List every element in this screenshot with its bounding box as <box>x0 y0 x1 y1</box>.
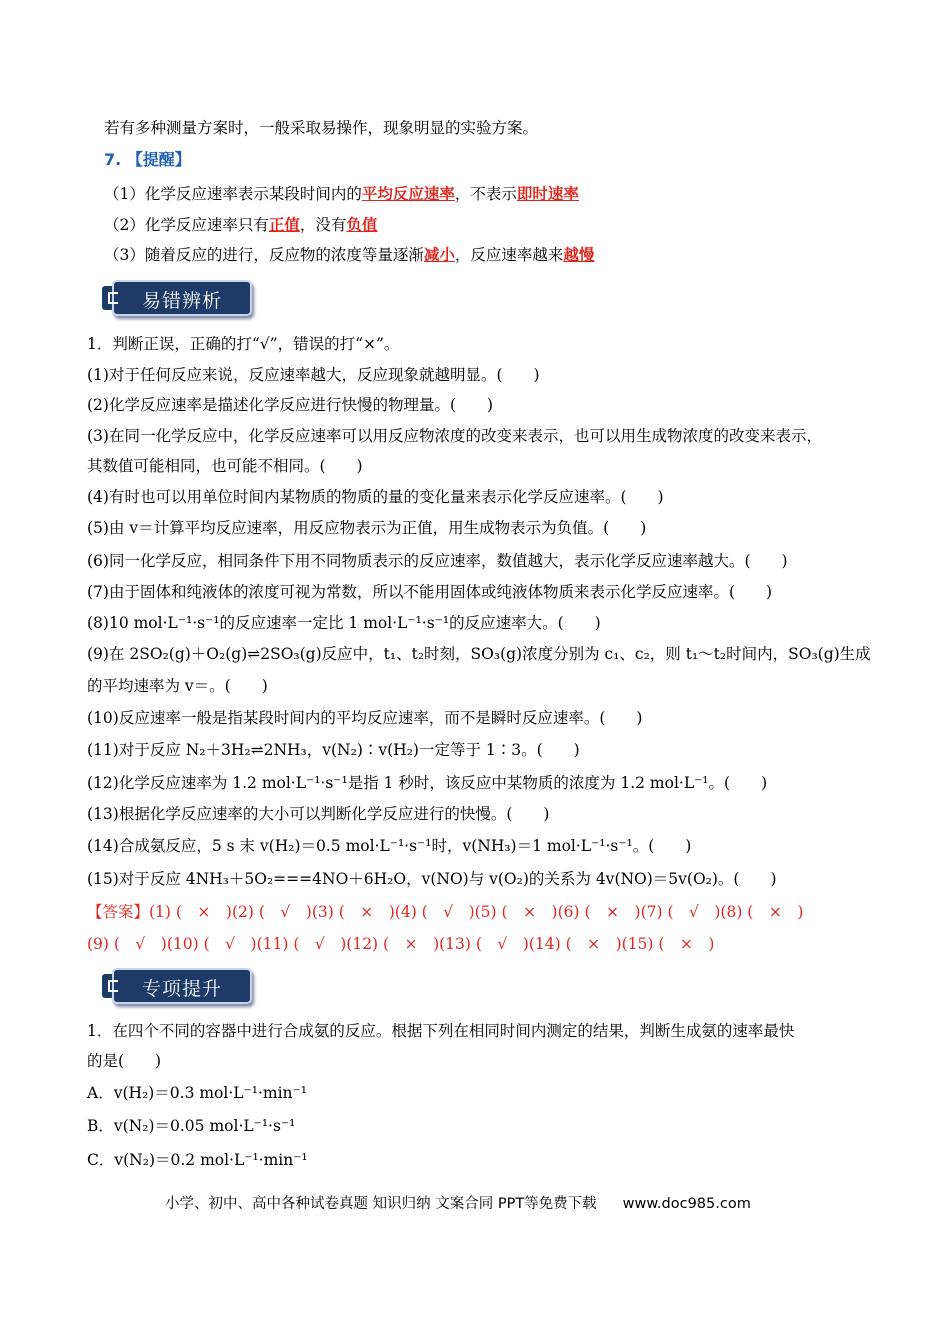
judge-item: (4)有时也可以用单位时间内某物质的物质的量的变化量来表示化学反应速率。( ) <box>87 488 664 506</box>
judge-item: (2)化学反应速率是描述化学反应进行快慢的物理量。( ) <box>87 396 494 414</box>
page-footer <box>165 1192 751 1213</box>
option-c: C．v(N₂)＝0.2 mol·L⁻¹·min⁻¹ <box>87 1151 308 1169</box>
tip-item-1-text-b: ，不表示 <box>454 185 517 203</box>
judge-item: (1)对于任何反应来说，反应速率越大，反应现象就越明显。( ) <box>87 366 540 384</box>
practice-question-line-1: 1．在四个不同的容器中进行合成氨的反应。根据下列在相同时间内测定的结果，判断生成氨的速率最快 <box>87 1022 795 1040</box>
tip-item-1-text-a: （1）化学反应速率表示某段时间内的 <box>104 185 362 203</box>
judge-item: (15)对于反应 4NH₃＋5O₂===4NO＋6H₂O，v(NO)与 v(O₂)的关系为 4v(NO)＝5v(O₂)。( ) <box>87 870 777 888</box>
judge-item: (10)反应速率一般是指某段时间内的平均反应速率，而不是瞬时反应速率。( ) <box>87 709 643 727</box>
answer-line-1: 【答案】(1) ( × )(2) ( √ )(3) ( × )(4) ( √ )(5) ( × )(6) ( × )(7) ( √ )(8) ( × ) <box>87 903 804 921</box>
answer-line-2: (9) ( √ )(10) ( √ )(11) ( √ )(12) ( × )(13) ( √ )(14) ( × )(15) ( × ) <box>87 935 715 953</box>
tip-item-3-text-b: ，反应速率越来 <box>454 246 564 264</box>
judge-question: 1．判断正误，正确的打“√”，错误的打“×”。 <box>87 335 400 353</box>
tip-item-3-key-1: 减小 <box>423 246 455 264</box>
tip-item-1-key-2: 即时速率 <box>516 185 579 203</box>
option-a: A．v(H₂)＝0.3 mol·L⁻¹·min⁻¹ <box>87 1084 307 1102</box>
judge-item: (14)合成氨反应，5 s 末 v(H₂)＝0.5 mol·L⁻¹·s⁻¹时，v(NH₃)＝1 mol·L⁻¹·s⁻¹。( ) <box>87 837 692 855</box>
judge-item: (6)同一化学反应，相同条件下用不同物质表示的反应速率，数值越大，表示化学反应速率越大。( ) <box>87 552 788 570</box>
tip-item-2-key-2: 负值 <box>346 216 378 234</box>
tip-item-3-text-a: （3）随着反应的进行，反应物的浓度等量逐渐 <box>104 246 424 264</box>
tip-item-2-key-1: 正值 <box>268 216 300 234</box>
judge-item: (12)化学反应速率为 1.2 mol·L⁻¹·s⁻¹是指 1 秒时，该反应中某物质的浓度为 1.2 mol·L⁻¹。( ) <box>87 774 768 792</box>
judge-item: (5)由 v＝计算平均反应速率，用反应物表示为正值，用生成物表示为负值。( ) <box>87 519 647 537</box>
tip-item-3-key-2: 越慢 <box>563 246 595 264</box>
judge-item: (8)10 mol·L⁻¹·s⁻¹的反应速率一定比 1 mol·L⁻¹·s⁻¹的反应速率大。( ) <box>87 614 601 632</box>
footer-site-link[interactable]: www.doc985.com <box>622 1196 751 1212</box>
tip-item-1-key-1: 平均反应速率 <box>361 185 455 203</box>
banner-notch-decoration <box>108 980 118 992</box>
tip-item-2-text-b: ，没有 <box>299 216 347 234</box>
tip-item-2-text-a: （2）化学反应速率只有 <box>104 216 269 234</box>
intro-text: 若有多种测量方案时，一般采取易操作，现象明显的实验方案。 <box>104 119 539 137</box>
section-banner-error-analysis <box>102 278 254 320</box>
banner-notch-decoration <box>108 292 118 304</box>
judge-item: (3)在同一化学反应中，化学反应速率可以用反应物浓度的改变来表示，也可以用生成物浓度的改变来表示， <box>87 427 822 445</box>
tip-item-1 <box>104 184 579 204</box>
banner-title: 易错辨析 <box>142 290 223 312</box>
practice-question-line-2: 的是( ) <box>87 1052 162 1070</box>
judge-item: (13)根据化学反应速率的大小可以判断化学反应进行的快慢。( ) <box>87 805 550 823</box>
judge-item: (7)由于固体和纯液体的浓度可视为常数，所以不能用固体或纯液体物质来表示化学反应速率。( ) <box>87 583 773 601</box>
tip-item-3 <box>104 245 594 265</box>
tip-item-2 <box>104 215 377 235</box>
tip-heading: 7. 【提醒】 <box>104 150 191 169</box>
judge-item: 的平均速率为 v＝。( ) <box>87 677 268 695</box>
banner-title: 专项提升 <box>142 978 223 1000</box>
section-banner-special-improvement <box>102 966 254 1008</box>
judge-item: (9)在 2SO₂(g)＋O₂(g)⇌2SO₃(g)反应中，t₁、t₂时刻，SO₃(g)浓度分别为 c₁、c₂，则 t₁～t₂时间内，SO₃(g)生成 <box>87 645 871 663</box>
judge-item: 其数值可能相同，也可能不相同。( ) <box>87 457 363 475</box>
footer-text: 小学、初中、高中各种试卷真题 知识归纳 文案合同 PPT等免费下载 <box>165 1196 597 1212</box>
option-b: B．v(N₂)＝0.05 mol·L⁻¹·s⁻¹ <box>87 1117 296 1135</box>
judge-item: (11)对于反应 N₂＋3H₂⇌2NH₃，v(N₂)∶v(H₂)一定等于 1∶3。( ) <box>87 741 580 759</box>
